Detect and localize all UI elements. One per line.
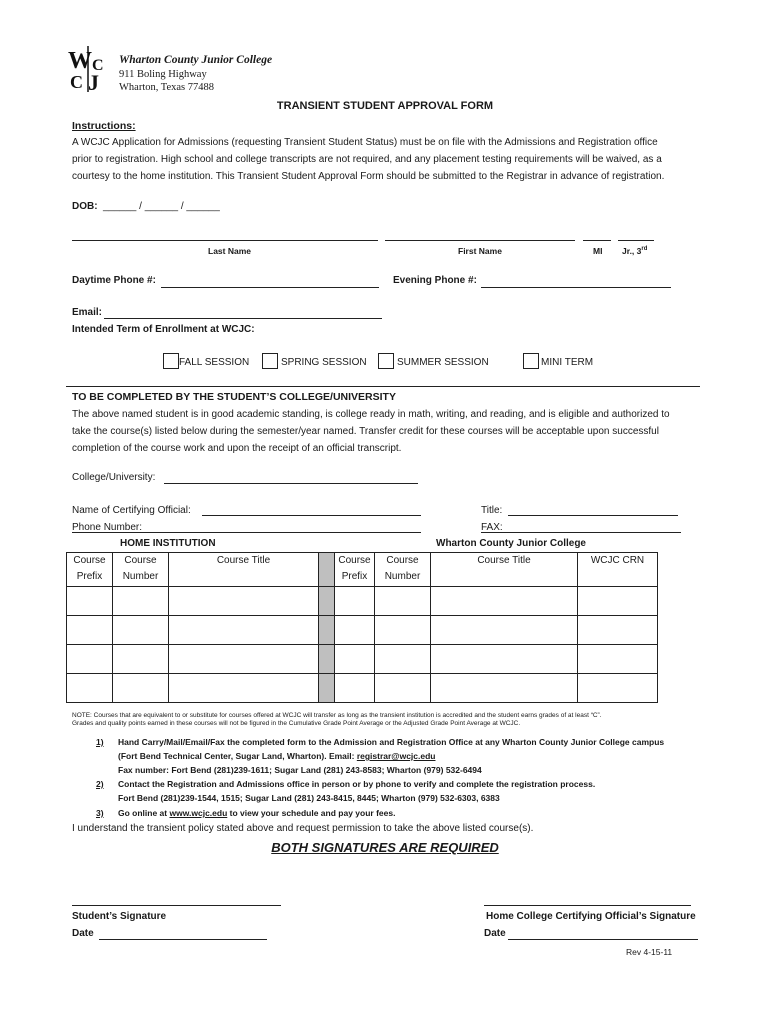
term-label: Intended Term of Enrollment at WCJC: <box>72 324 255 335</box>
email-line[interactable] <box>104 318 382 319</box>
daytime-phone-label: Daytime Phone #: <box>72 275 156 286</box>
fall-session-checkbox[interactable] <box>163 353 179 369</box>
cell[interactable] <box>375 616 431 645</box>
suffix-label-text: Jr., 3 <box>622 246 642 256</box>
home-institution-heading: HOME INSTITUTION <box>120 538 216 549</box>
wcjc-logo <box>66 44 112 94</box>
official-date-line[interactable] <box>508 939 698 940</box>
certifying-official-label: Name of Certifying Official: <box>72 505 191 516</box>
cell[interactable] <box>375 645 431 674</box>
instructions-line-3: courtesy to the home institution. This Transient Student Approval Form should be submitted to the Registrar in advance of registration. <box>72 171 665 182</box>
note-line-1: NOTE: Courses that are equivalent to or substitute for courses offered at WCJC will transfer as long as the transient institution is accredited and the student earns grades of at least “C”. <box>72 712 602 719</box>
step-3-post: to view your schedule and pay your fees. <box>227 808 396 818</box>
step-2-line-2: Fort Bend (281)239-1544, 1515; Sugar Land (281) 243-8415, 8445; Wharton (979) 532-6303, 6383 <box>118 793 500 803</box>
student-date-label: Date <box>72 928 94 939</box>
email-label: Email: <box>72 307 103 318</box>
mini-term-label: MINI TERM <box>541 357 594 368</box>
course-table <box>66 552 658 703</box>
fax-label: FAX: <box>481 522 503 533</box>
mi-label: MI <box>593 246 603 256</box>
summer-session-label: SUMMER SESSION <box>397 357 489 368</box>
step-2-number: 2) <box>96 779 104 789</box>
cell[interactable] <box>169 616 319 645</box>
step-1-number: 1) <box>96 737 104 747</box>
form-title: TRANSIENT STUDENT APPROVAL FORM <box>276 100 494 112</box>
title-line[interactable] <box>508 515 678 516</box>
cell[interactable] <box>169 645 319 674</box>
suffix-line[interactable] <box>618 240 654 241</box>
svg-text:C: C <box>92 57 104 74</box>
college-section-text <box>72 406 702 457</box>
header-home-number: Course Number <box>113 553 169 587</box>
header-home-prefix: Course Prefix <box>67 553 113 587</box>
dob-field[interactable]: ______ / ______ / ______ <box>103 201 220 212</box>
certifying-official-line[interactable] <box>202 515 421 516</box>
step-3-pre: Go online at <box>118 808 170 818</box>
college-section-line-2: take the course(s) listed below during the semester/year named. Transfer credit for these courses will be acceptable upon successful <box>72 426 659 437</box>
step-1-line-2-text: (Fort Bend Technical Center, Sugar Land, Wharton). Email: <box>118 751 357 761</box>
cell[interactable] <box>67 645 113 674</box>
college-section-line-3: completion of the course work and upon the receipt of an official transcript. <box>72 443 402 454</box>
header-wcjc-number: Course Number <box>375 553 431 587</box>
cell[interactable] <box>578 645 658 674</box>
college-university-line[interactable] <box>164 483 418 484</box>
cell[interactable] <box>169 587 319 616</box>
step-1-line-2 <box>118 749 718 763</box>
cell[interactable] <box>335 587 375 616</box>
phone-number-line[interactable] <box>72 532 421 533</box>
cell[interactable] <box>113 645 169 674</box>
instructions-line-2: prior to registration. High school and college transcripts are not required, and any placement testing requirements will be waived, as a <box>72 154 662 165</box>
cell[interactable] <box>578 616 658 645</box>
separator-cell <box>319 587 335 616</box>
suffix-label-sup: rd <box>641 246 648 253</box>
college-section-line-1: The above named student is in good academic standing, is college ready in math, writing, and reading, and is eligible and authorized to <box>72 409 670 420</box>
cell[interactable] <box>335 645 375 674</box>
college-university-label: College/University: <box>72 472 156 483</box>
last-name-line[interactable] <box>72 240 378 241</box>
college-name: Wharton County Junior College <box>119 54 273 66</box>
student-date-line[interactable] <box>99 939 267 940</box>
mini-term-checkbox[interactable] <box>523 353 539 369</box>
spring-session-checkbox[interactable] <box>262 353 278 369</box>
summer-session-checkbox[interactable] <box>378 353 394 369</box>
cell[interactable] <box>113 587 169 616</box>
table-row <box>67 645 658 674</box>
evening-phone-line[interactable] <box>481 287 671 288</box>
cell[interactable] <box>67 587 113 616</box>
section-divider <box>66 386 700 387</box>
cell[interactable] <box>113 674 169 703</box>
table-row <box>67 616 658 645</box>
separator-cell <box>319 674 335 703</box>
official-date-label: Date <box>484 928 506 939</box>
phone-number-label: Phone Number: <box>72 522 143 533</box>
evening-phone-label: Evening Phone #: <box>393 275 477 286</box>
agreement-statement: I understand the transient policy stated above and request permission to take the above listed course(s). <box>72 823 534 834</box>
cell[interactable] <box>431 587 578 616</box>
cell[interactable] <box>578 674 658 703</box>
step-2-line-1: Contact the Registration and Admissions office in person or by phone to verify and complete the registration process. <box>118 779 596 789</box>
cell[interactable] <box>375 674 431 703</box>
official-signature-label: Home College Certifying Official’s Signature <box>486 911 696 922</box>
logo-mark <box>66 44 112 94</box>
table-row <box>67 674 658 703</box>
daytime-phone-line[interactable] <box>161 287 379 288</box>
instructions-text <box>72 134 702 185</box>
student-signature-label: Student’s Signature <box>72 911 167 922</box>
wcjc-heading: Wharton County Junior College <box>436 538 586 549</box>
separator-cell <box>319 645 335 674</box>
college-section-heading: TO BE COMPLETED BY THE STUDENT’S COLLEGE/UNIVERSITY <box>72 391 396 403</box>
suffix-label <box>622 246 647 256</box>
header-wcjc-prefix: Course Prefix <box>335 553 375 587</box>
cell[interactable] <box>67 616 113 645</box>
student-signature-line[interactable] <box>72 905 281 906</box>
cell[interactable] <box>431 616 578 645</box>
cell[interactable] <box>67 674 113 703</box>
step-1-line-1: Hand Carry/Mail/Email/Fax the completed form to the Admission and Registration Office at any Wharton County Junior College campus <box>118 737 665 747</box>
registrar-email-link[interactable]: registrar@wcjc.edu <box>356 751 436 761</box>
instructions-heading: Instructions: <box>72 120 136 132</box>
separator-column <box>319 553 335 587</box>
revision-number: Rev 4-15-11 <box>626 947 673 957</box>
cell[interactable] <box>375 587 431 616</box>
cell[interactable] <box>431 645 578 674</box>
title-label: Title: <box>481 505 503 516</box>
cell[interactable] <box>113 616 169 645</box>
address-line-1: 911 Boling Highway <box>119 69 207 80</box>
table-row <box>67 587 658 616</box>
step-1-line-3: Fax number: Fort Bend (281)239-1611; Sugar Land (281) 243-8583; Wharton (979) 532-6494 <box>118 765 482 775</box>
cell[interactable] <box>335 616 375 645</box>
fax-line[interactable] <box>481 532 681 533</box>
instructions-line-1: A WCJC Application for Admissions (requesting Transient Student Status) must be on file with the Admissions and Registration office <box>72 137 658 148</box>
cell[interactable] <box>431 674 578 703</box>
cell[interactable] <box>578 587 658 616</box>
step-1 <box>118 735 718 777</box>
note-line-2: Grades and quality points earned in these courses will not be figured in the Cumulative Grade Point Average or the Adjusted Grade Point Average at WCJC. <box>72 720 521 727</box>
last-name-label: Last Name <box>208 246 251 256</box>
course-table-header-row <box>67 553 658 587</box>
signatures-required: BOTH SIGNATURES ARE REQUIRED <box>271 840 499 855</box>
first-name-line[interactable] <box>385 240 575 241</box>
svg-text:J: J <box>88 70 99 94</box>
cell[interactable] <box>335 674 375 703</box>
spring-session-label: SPRING SESSION <box>281 357 367 368</box>
cell[interactable] <box>169 674 319 703</box>
official-signature-line[interactable] <box>484 905 691 906</box>
dob-label: DOB: <box>72 201 98 212</box>
wcjc-website-link[interactable]: www.wcjc.edu <box>169 808 228 818</box>
mi-line[interactable] <box>583 240 611 241</box>
first-name-label: First Name <box>458 246 502 256</box>
header-home-title: Course Title <box>169 553 319 587</box>
header-wcjc-crn: WCJC CRN <box>578 553 658 587</box>
step-3 <box>118 806 718 820</box>
svg-text:W: W <box>68 48 92 74</box>
svg-text:C: C <box>70 72 83 92</box>
separator-cell <box>319 616 335 645</box>
header-wcjc-title: Course Title <box>431 553 578 587</box>
step-3-number: 3) <box>96 808 104 818</box>
step-2 <box>118 777 718 805</box>
fall-session-label: FALL SESSION <box>179 357 250 368</box>
address-line-2: Wharton, Texas 77488 <box>119 82 215 93</box>
transfer-note <box>72 712 712 728</box>
